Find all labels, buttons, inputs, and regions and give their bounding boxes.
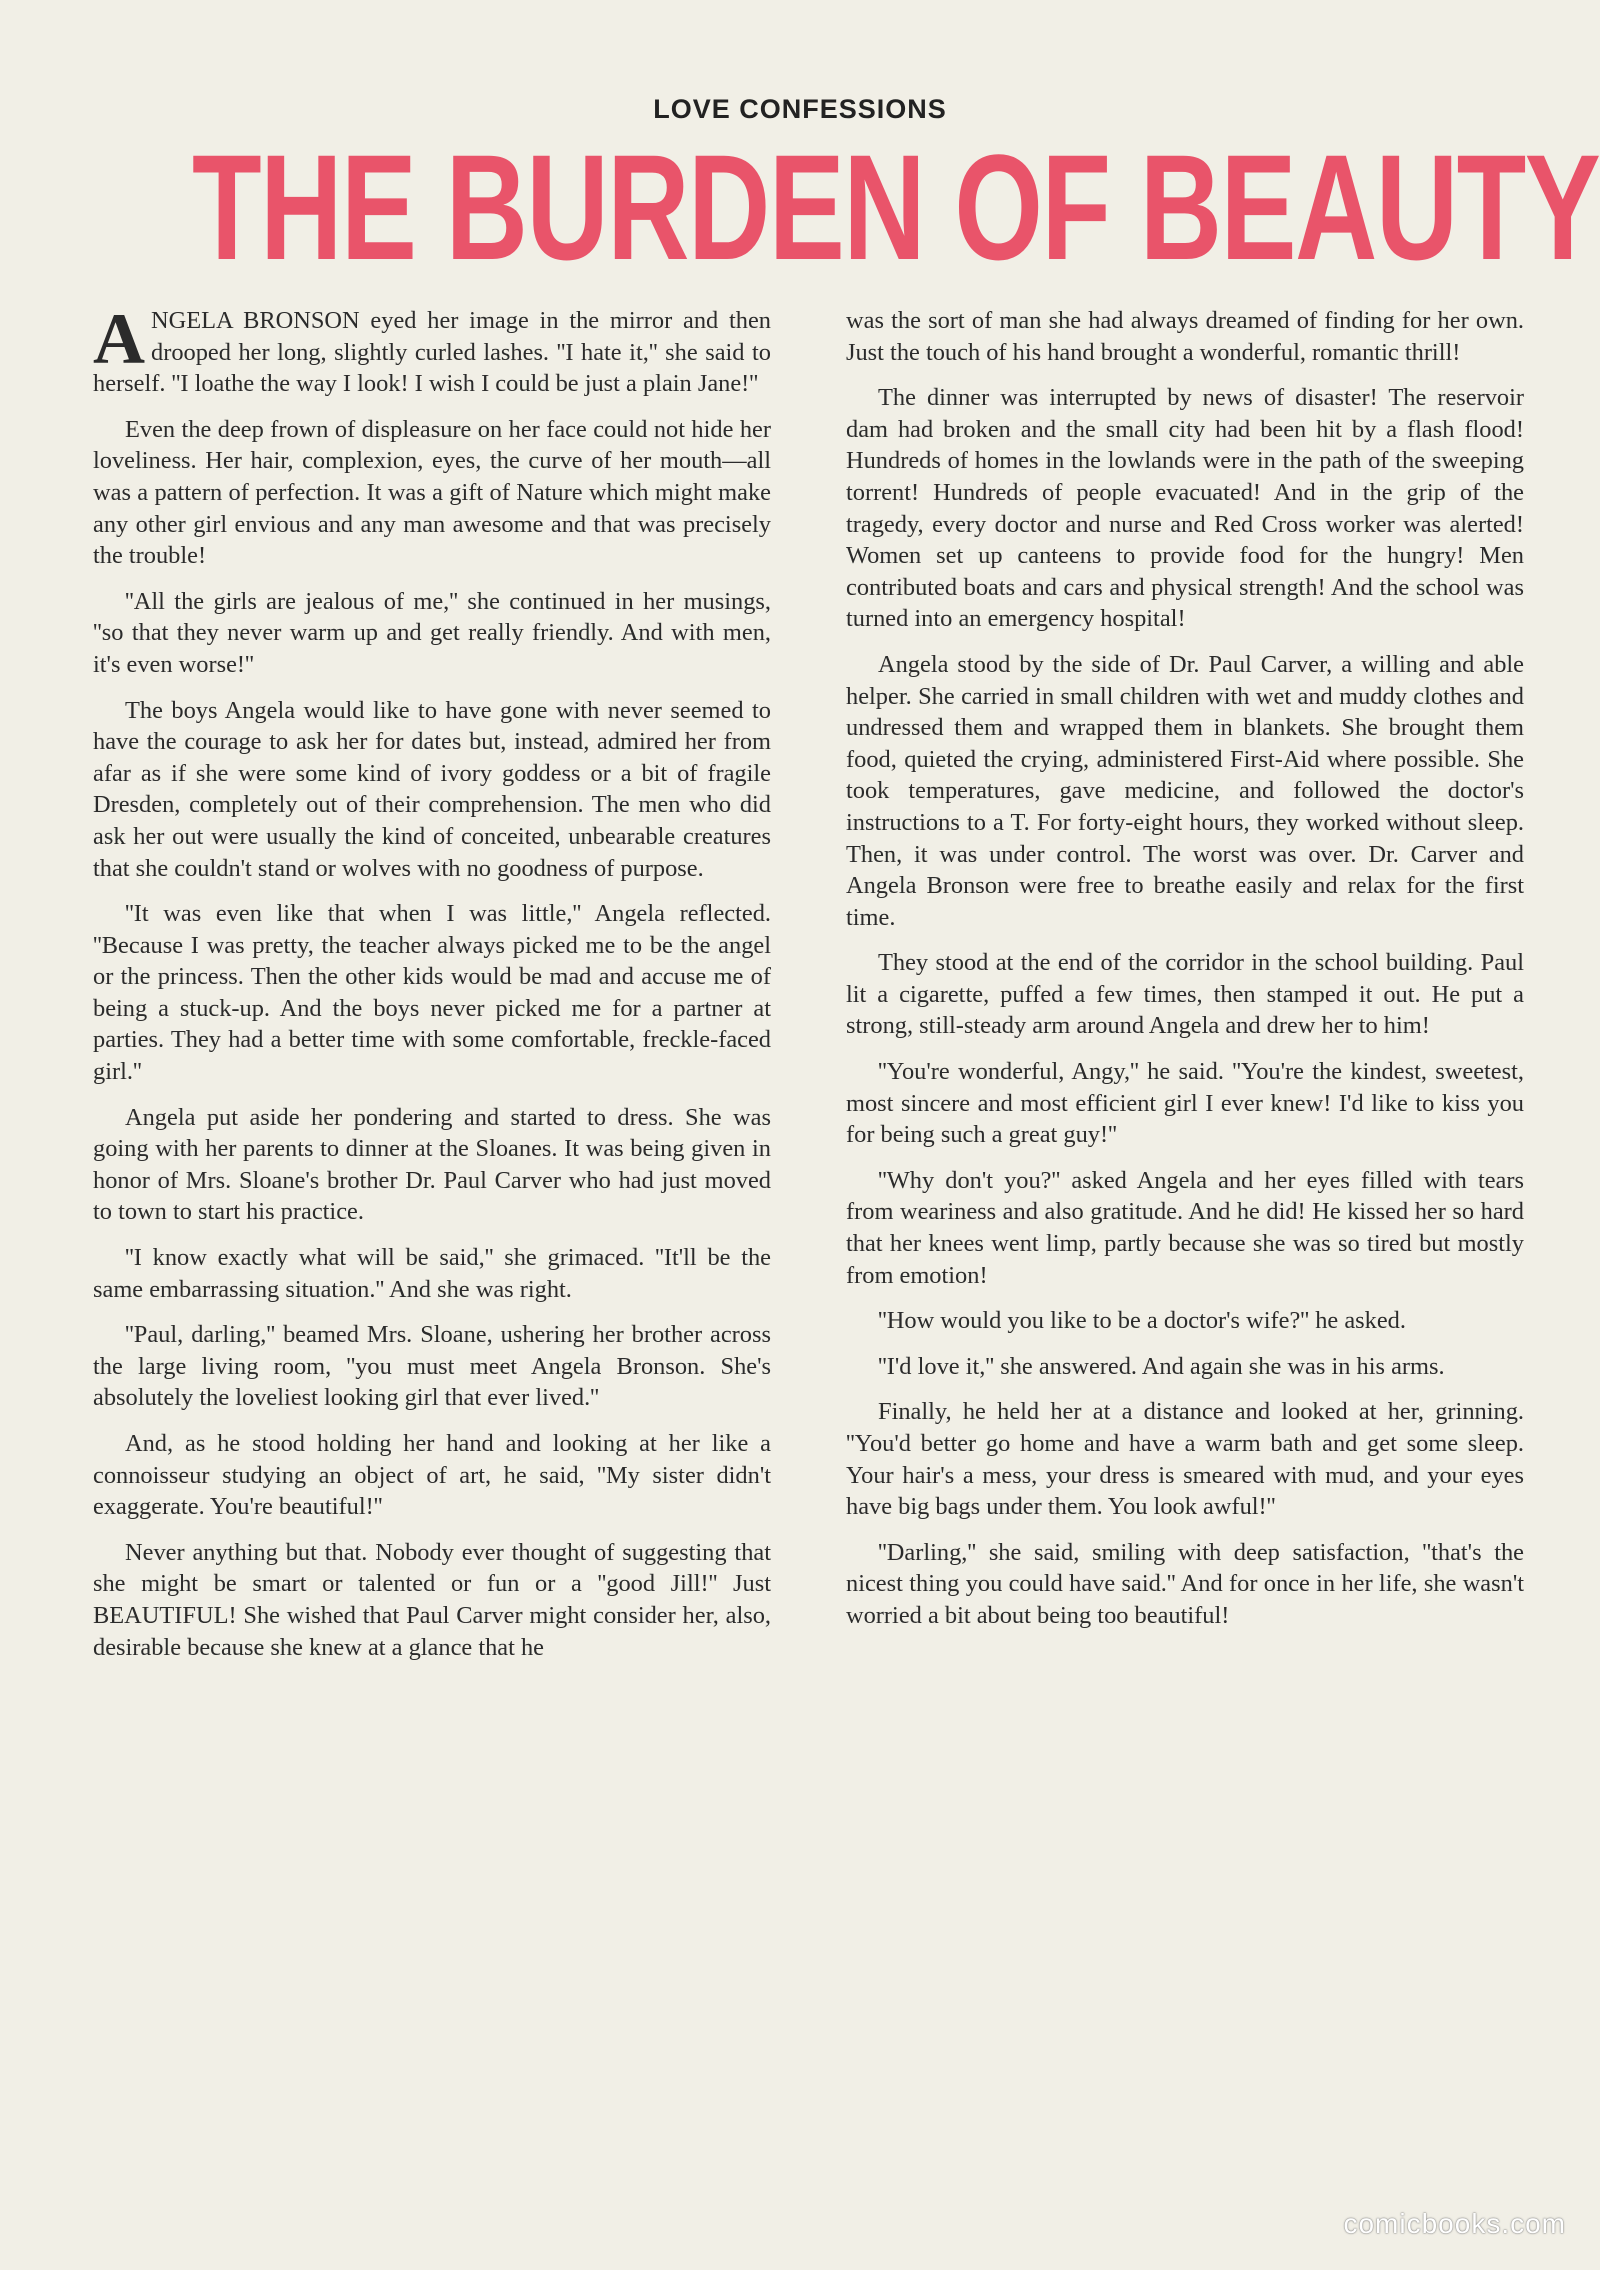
paragraph: ''All the girls are jealous of me,'' she continued in her musings, ''so that they never warm up and get really friendly. And with men, it's even worse!'' bbox=[93, 587, 771, 678]
paragraph: ''Paul, darling,'' beamed Mrs. Sloane, ushering her brother across the large living room, ''you must meet Angela Bronson. She's absolutely the loveliest looking girl that ever lived.'' bbox=[93, 1321, 771, 1412]
paragraph: ''It was even like that when I was little,'' Angela reflected. ''Because I was pretty, the teacher always picked me to be the angel or the princess. Then the other kids would be mad and accuse me of being a stuck-up. And the boys never picked me for a partner at parties. They had a better time with some comfortable, freckle-faced girl.'' bbox=[93, 900, 771, 1086]
paragraph: Even the deep frown of displeasure on her face could not hide her loveliness. Her hair, complexion, eyes, the curve of her mouth—all was a pattern of perfection. It was a gift of Nature which might make any other girl envious and any man awesome and that was precisely the trouble! bbox=[93, 415, 771, 570]
drop-cap: A bbox=[93, 299, 145, 379]
paragraph: The dinner was interrupted by news of disaster! The reservoir dam had broken and the small city had been hit by a flash flood! Hundreds of homes in the lowlands were in the path of the sweeping torrent! Hundreds of people evacuated! And in the grip of the tragedy, every doctor and nurse and Red Cross worker was alerted! Women set up canteens to provide food for the hungry! Men contributed boats and cars and physical strength! And the school was turned into an emergency hospital! bbox=[846, 384, 1524, 633]
paragraph: The boys Angela would like to have gone with never seemed to have the courage to ask her for dates but, instead, admired her from afar as if she were some kind of ivory goddess or a bit of fragile Dresden, completely out of their comprehension. The men who did ask her out were usually the kind of conceited, unbearable creatures that she couldn't stand or wolves with no goodness of purpose. bbox=[93, 696, 771, 882]
paragraph: Finally, he held her at a distance and looked at her, grinning. ''You'd better go home and have a warm bath and get some sleep. Your hair's a mess, your dress is smeared with mud, and your eyes have big bags under them. You look awful!'' bbox=[846, 1398, 1524, 1521]
paragraph: And, as he stood holding her hand and looking at her like a connoisseur studying an object of art, he said, ''My sister didn't exaggerate. You're beautiful!'' bbox=[93, 1430, 771, 1521]
paragraph: ''I'd love it,'' she answered. And again she was in his arms. bbox=[878, 1352, 1445, 1380]
watermark: comicbooks.com bbox=[1343, 2208, 1566, 2239]
paragraph-text: NGELA BRONSON eyed her image in the mirror and then drooped her long, slightly curled lashes. ''I hate it,'' she said to herself. ''I loathe the way I look! I wish I could be just a plain Jane!'' bbox=[93, 307, 771, 398]
paragraph bbox=[93, 299, 771, 400]
left-column bbox=[93, 299, 771, 1677]
paragraph: ''You're wonderful, Angy,'' he said. ''You're the kindest, sweetest, most sincere and most efficient girl I ever knew! I'd like to kiss you for being such a great guy!'' bbox=[846, 1058, 1524, 1149]
running-head: LOVE CONFESSIONS bbox=[653, 94, 947, 124]
paragraph: Never anything but that. Nobody ever thought of suggesting that she might be smart or talented or fun or a ''good Jill!'' Just BEAUTIFUL! She wished that Paul Carver might consider her, also, desirable because she knew at a glance that he bbox=[93, 1538, 771, 1661]
paragraph: ''How would you like to be a doctor's wife?'' he asked. bbox=[878, 1307, 1406, 1335]
story-title: THE BURDEN OF BEAUTY bbox=[192, 123, 1600, 291]
paragraph: ''Darling,'' she said, smiling with deep satisfaction, ''that's the nicest thing you could have said.'' And for once in her life, she wasn't worried a bit about being too beautiful! bbox=[846, 1538, 1524, 1629]
paragraph: Angela stood by the side of Dr. Paul Carver, a willing and able helper. She carried in small children with wet and muddy clothes and undressed them and wrapped them in blankets. She brought them food, quieted the crying, administered First-Aid where possible. She took temperatures, gave medicine, and followed the doctor's instructions to a T. For forty-eight hours, they worked without sleep. Then, it was under control. The worst was over. Dr. Carver and Angela Bronson were free to breathe easily and relax for the first time. bbox=[846, 650, 1524, 931]
paragraph: ''I know exactly what will be said,'' she grimaced. ''It'll be the same embarrassing situation.'' And she was right. bbox=[93, 1244, 771, 1303]
paragraph: Angela put aside her pondering and started to dress. She was going with her parents to dinner at the Sloanes. It was being given in honor of Mrs. Sloane's brother Dr. Paul Carver who had just moved to town to start his practice. bbox=[93, 1103, 771, 1226]
paragraph: They stood at the end of the corridor in the school building. Paul lit a cigarette, puffed a few times, then stamped it out. He put a strong, still-steady arm around Angela and drew her to him! bbox=[846, 949, 1524, 1040]
right-column bbox=[846, 305, 1524, 1646]
paragraph: ''Why don't you?'' asked Angela and her eyes filled with tears from weariness and also gratitude. And he did! He kissed her so hard that her knees went limp, partly because she was so tired but mostly from emotion! bbox=[846, 1166, 1524, 1289]
paragraph: was the sort of man she had always dreamed of finding for her own. Just the touch of his hand brought a wonderful, romantic thrill! bbox=[846, 307, 1524, 366]
